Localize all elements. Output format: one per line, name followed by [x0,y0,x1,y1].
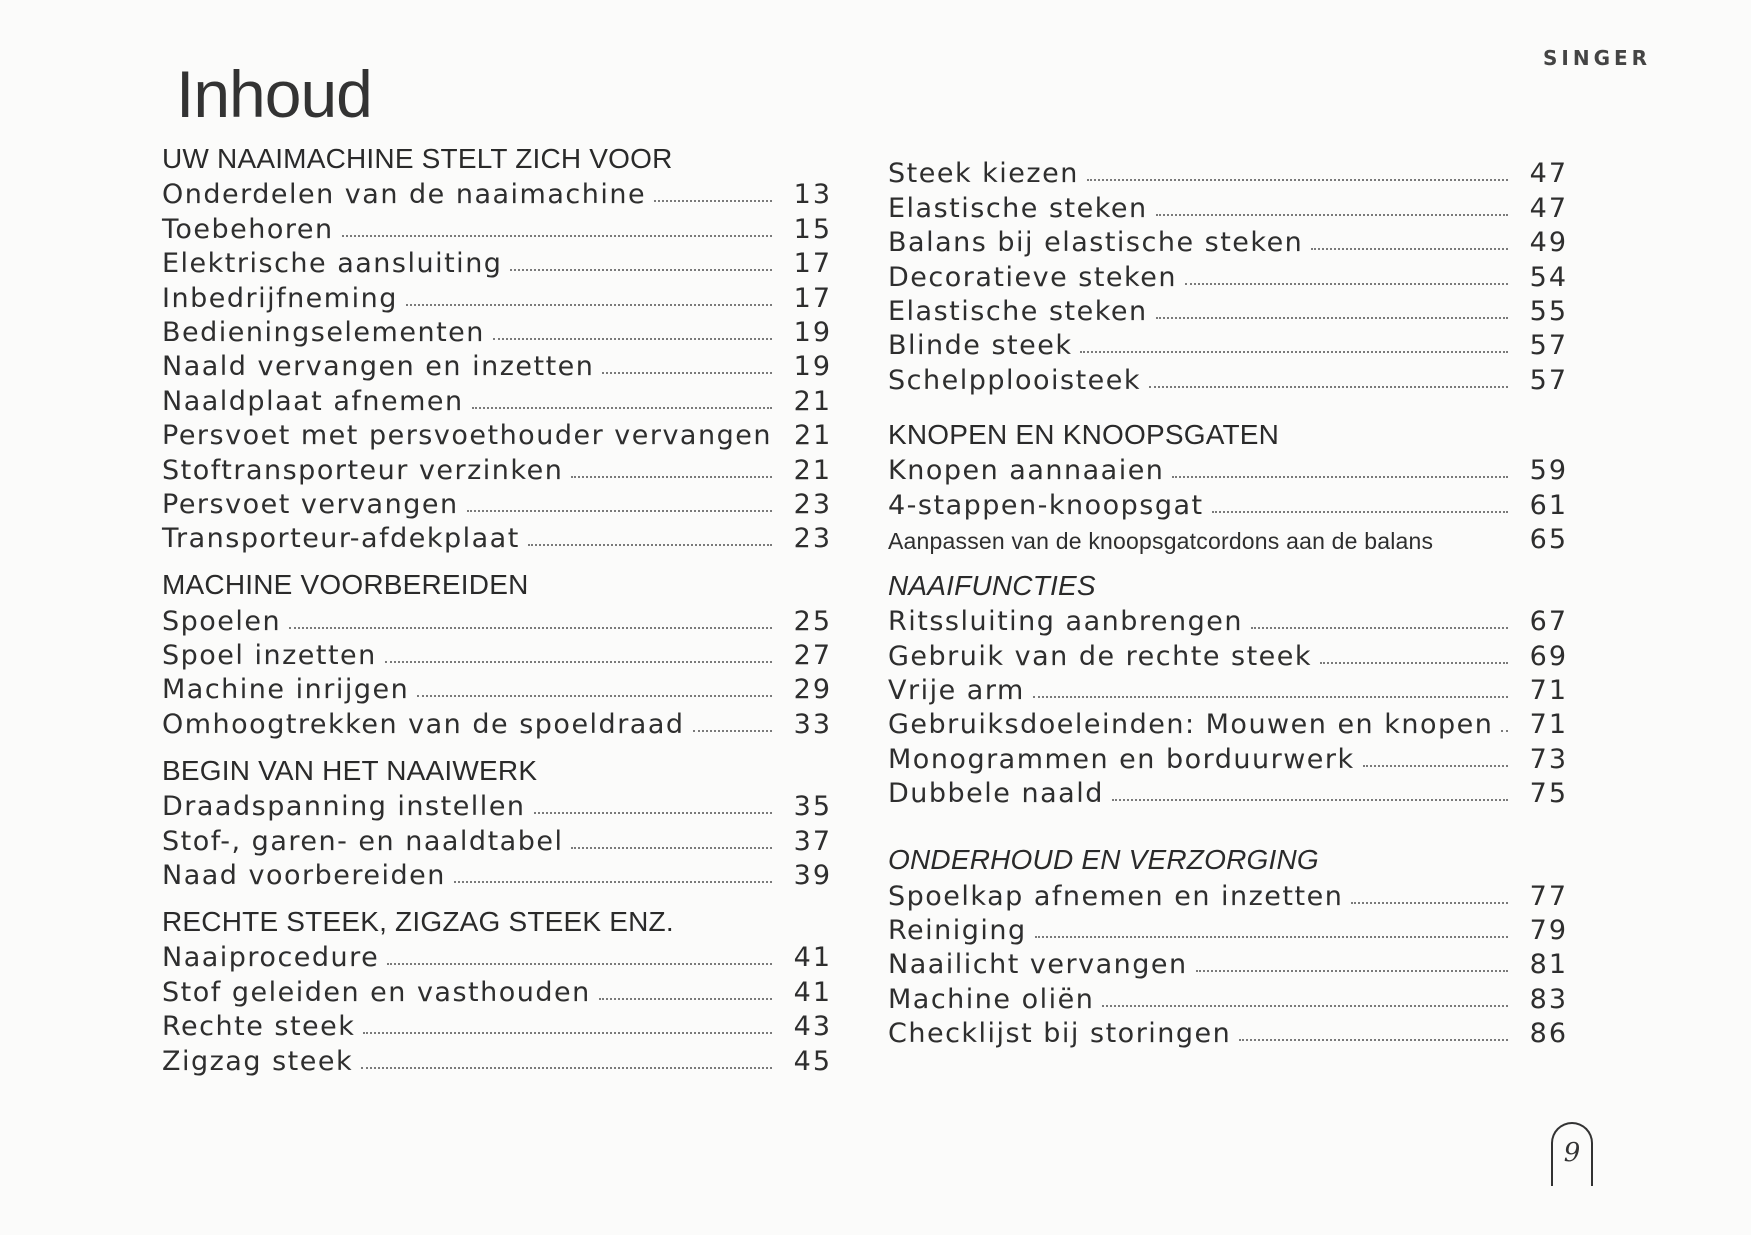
dot-leader [1239,1039,1508,1041]
entry-label: Blinde steek [888,330,1073,362]
entry-page: 57 [1529,330,1568,362]
entry-page: 55 [1529,295,1568,327]
entry-page: 21 [793,385,832,417]
toc-entry [162,176,832,210]
entry-page: 67 [1529,606,1568,638]
entry-page: 79 [1529,915,1568,947]
toc-entry [888,258,1568,292]
entry-label: Checklijst bij storingen [888,1018,1232,1050]
dot-leader [1087,179,1508,181]
entry-page: 43 [793,1011,832,1043]
section-heading: RECHTE STEEK, ZIGZAG STEEK ENZ. [162,906,674,938]
entry-label: Naailicht vervangen [888,949,1188,981]
entry-page: 45 [793,1045,832,1077]
toc-entry [162,451,832,485]
entry-page: 81 [1529,949,1568,981]
toc-entry [888,361,1568,395]
dot-leader [493,338,772,340]
toc-entry [162,705,832,739]
entry-label: Bedieningselementen [162,316,485,348]
entry-page: 13 [793,179,832,211]
toc-entry [162,1042,832,1076]
toc-right-column [888,155,1568,1049]
entry-page: 29 [793,674,832,706]
toc-entry [888,877,1568,911]
toc-entry [162,210,832,244]
dot-leader [1251,627,1508,629]
toc-entry [888,486,1568,520]
toc-section [162,754,832,891]
entry-label: Vrije arm [888,675,1025,707]
dot-leader [1351,902,1508,904]
toc-entry [162,671,832,705]
dot-leader [1112,799,1508,801]
entry-label: 4-stappen-knoopsgat [888,489,1204,521]
toc-entry [162,939,832,973]
toc-entry [162,382,832,416]
entry-page: 54 [1529,261,1568,293]
entry-label: Naad voorbereiden [162,860,446,892]
entry-page: 15 [793,213,832,245]
entry-label: Spoelen [162,605,282,637]
dot-leader [454,881,772,883]
brand-logo: SINGER [1543,46,1652,70]
dot-leader [1033,696,1508,698]
toc-entry [888,603,1568,637]
entry-label: Spoelkap afnemen en inzetten [888,880,1344,912]
entry-label: Stof-, garen- en naaldtabel [162,825,564,857]
entry-label: Steek kiezen [888,158,1079,190]
entry-label: Elektrische aansluiting [162,248,503,280]
entry-page: 47 [1529,192,1568,224]
entry-label: Aanpassen van de knoopsgatcordons aan de balans [888,527,1434,554]
toc-section [162,905,832,1077]
dot-leader [510,269,772,271]
entry-label: Balans bij elastische steken [888,227,1304,259]
entry-page: 71 [1529,709,1568,741]
entry-page: 19 [793,351,832,383]
dot-leader [571,847,772,849]
toc-entry [162,788,832,822]
dot-leader [1149,386,1508,388]
toc-section [888,155,1568,396]
toc-entry [162,314,832,348]
toc-left-column [162,142,832,1077]
dot-leader [363,1032,772,1034]
toc-section [162,142,832,554]
entry-label: Machine oliën [888,983,1095,1015]
entry-page: 77 [1529,880,1568,912]
entry-page: 41 [793,942,832,974]
dot-leader [361,1067,772,1069]
toc-entry [162,973,832,1007]
entry-page: 19 [793,316,832,348]
dot-leader [1102,1005,1508,1007]
dot-leader [417,695,772,697]
entry-page: 41 [793,976,832,1008]
toc-section [888,843,1568,1049]
entry-label: Naaiprocedure [162,942,380,974]
page-title: Inhoud [176,57,372,131]
toc-entry [162,602,832,636]
dot-leader [472,407,772,409]
dot-leader [1156,214,1508,216]
entry-page: 61 [1529,489,1568,521]
dot-leader [385,661,772,663]
entry-page: 25 [793,605,832,637]
toc-entry [162,348,832,382]
entry-label: Zigzag steek [162,1045,354,1077]
entry-page: 23 [793,523,832,555]
toc-entry [162,857,832,891]
entry-label: Omhoogtrekken van de spoeldraad [162,708,685,740]
entry-label: Machine inrijgen [162,674,410,706]
section-heading: ONDERHOUD EN VERZORGING [888,844,1319,876]
entry-label: Naald vervangen en inzetten [162,351,595,383]
dot-leader [1320,662,1508,664]
toc-entry [888,637,1568,671]
dot-leader [1172,476,1508,478]
dot-leader [1156,317,1508,319]
entry-label: Draadspanning instellen [162,791,526,823]
dot-leader [1080,351,1508,353]
dot-leader [1212,511,1508,513]
entry-label: Stoftransporteur verzinken [162,454,564,486]
toc-entry [888,946,1568,980]
entry-page: 83 [1529,983,1568,1015]
dot-leader [534,812,772,814]
entry-label: Elastische steken [888,295,1148,327]
toc-entry [888,293,1568,327]
entry-label: Schelpplooisteek [888,364,1142,396]
entry-label: Persvoet vervangen [162,488,459,520]
dot-leader [602,372,772,374]
entry-label: Spoel inzetten [162,640,377,672]
entry-label: Gebruik van de rechte steek [888,640,1313,672]
dot-leader [693,730,772,732]
entry-label: Persvoet met persvoethouder vervangen [162,420,772,452]
entry-page: 39 [793,860,832,892]
toc-entry [888,327,1568,361]
entry-label: Onderdelen van de naaimachine [162,179,647,211]
entry-label: Inbedrijfneming [162,282,398,314]
section-heading: KNOPEN EN KNOOPSGATEN [888,418,1280,450]
toc-entry [888,452,1568,486]
entry-page: 23 [793,488,832,520]
dot-leader [467,510,772,512]
entry-label: Transporteur-afdekplaat [162,523,520,555]
entry-label: Decoratieve steken [888,261,1177,293]
section-heading: NAAIFUNCTIES [888,569,1096,601]
dot-leader [1185,283,1508,285]
page-number-tab: 9 [1551,1122,1593,1186]
entry-page: 27 [793,640,832,672]
entry-page: 17 [793,248,832,280]
section-heading: UW NAAIMACHINE STELT ZICH VOOR [162,143,673,174]
dot-leader [571,476,772,478]
entry-label: Toebehoren [162,213,334,245]
entry-label: Elastische steken [888,192,1148,224]
entry-label: Monogrammen en borduurwerk [888,743,1355,775]
entry-label: Naaldplaat afnemen [162,385,464,417]
toc-entry [888,980,1568,1014]
dot-leader [1035,936,1508,938]
toc-entry [888,189,1568,223]
entry-label: Stof geleiden en vasthouden [162,976,591,1008]
toc-entry [888,706,1568,740]
section-heading: MACHINE VOORBEREIDEN [162,569,529,601]
dot-leader [1363,765,1508,767]
toc-entry [162,520,832,554]
entry-label: Ritssluiting aanbrengen [888,606,1243,638]
dot-leader [1311,248,1508,250]
entry-page: 21 [793,454,832,486]
entry-page: 37 [793,825,832,857]
entry-page: 71 [1529,675,1568,707]
toc-entry [162,822,832,856]
entry-label: Knopen aannaaien [888,455,1165,487]
dot-leader [1196,970,1508,972]
dot-leader [528,544,772,546]
dot-leader [599,998,772,1000]
entry-page: 17 [793,282,832,314]
entry-label: Dubbele naald [888,778,1104,810]
entry-page: 49 [1529,227,1568,259]
dot-leader [387,963,772,965]
entry-page: 73 [1529,743,1568,775]
dot-leader [342,235,772,237]
entry-page: 35 [793,791,832,823]
entry-page: 65 [1529,523,1568,555]
toc-entry [888,521,1568,555]
toc-entry [888,1015,1568,1049]
toc-entry [162,486,832,520]
toc-entry [162,1008,832,1042]
toc-entry [888,740,1568,774]
dot-leader [289,627,772,629]
toc-entry [888,224,1568,258]
toc-entry [162,417,832,451]
entry-label: Rechte steek [162,1011,356,1043]
entry-page: 75 [1529,778,1568,810]
toc-entry [162,279,832,313]
toc-section [888,418,1568,555]
toc-entry [888,912,1568,946]
entry-label: Reiniging [888,915,1027,947]
toc-entry [162,245,832,279]
dot-leader [406,304,772,306]
toc-entry [888,775,1568,809]
entry-page: 57 [1529,364,1568,396]
entry-page: 86 [1529,1018,1568,1050]
entry-page: 21 [793,420,833,452]
dot-leader [1501,730,1508,732]
entry-label: Gebruiksdoeleinden: Mouwen en knopen [888,709,1494,741]
toc-entry [888,155,1568,189]
toc-entry [162,637,832,671]
entry-page: 47 [1529,158,1568,190]
section-heading: BEGIN VAN HET NAAIWERK [162,754,538,786]
entry-page: 59 [1529,455,1568,487]
toc-section [162,568,832,740]
dot-leader [654,200,772,202]
entry-page: 69 [1529,640,1568,672]
toc-entry [888,672,1568,706]
toc-section [888,569,1568,809]
entry-page: 33 [793,708,832,740]
